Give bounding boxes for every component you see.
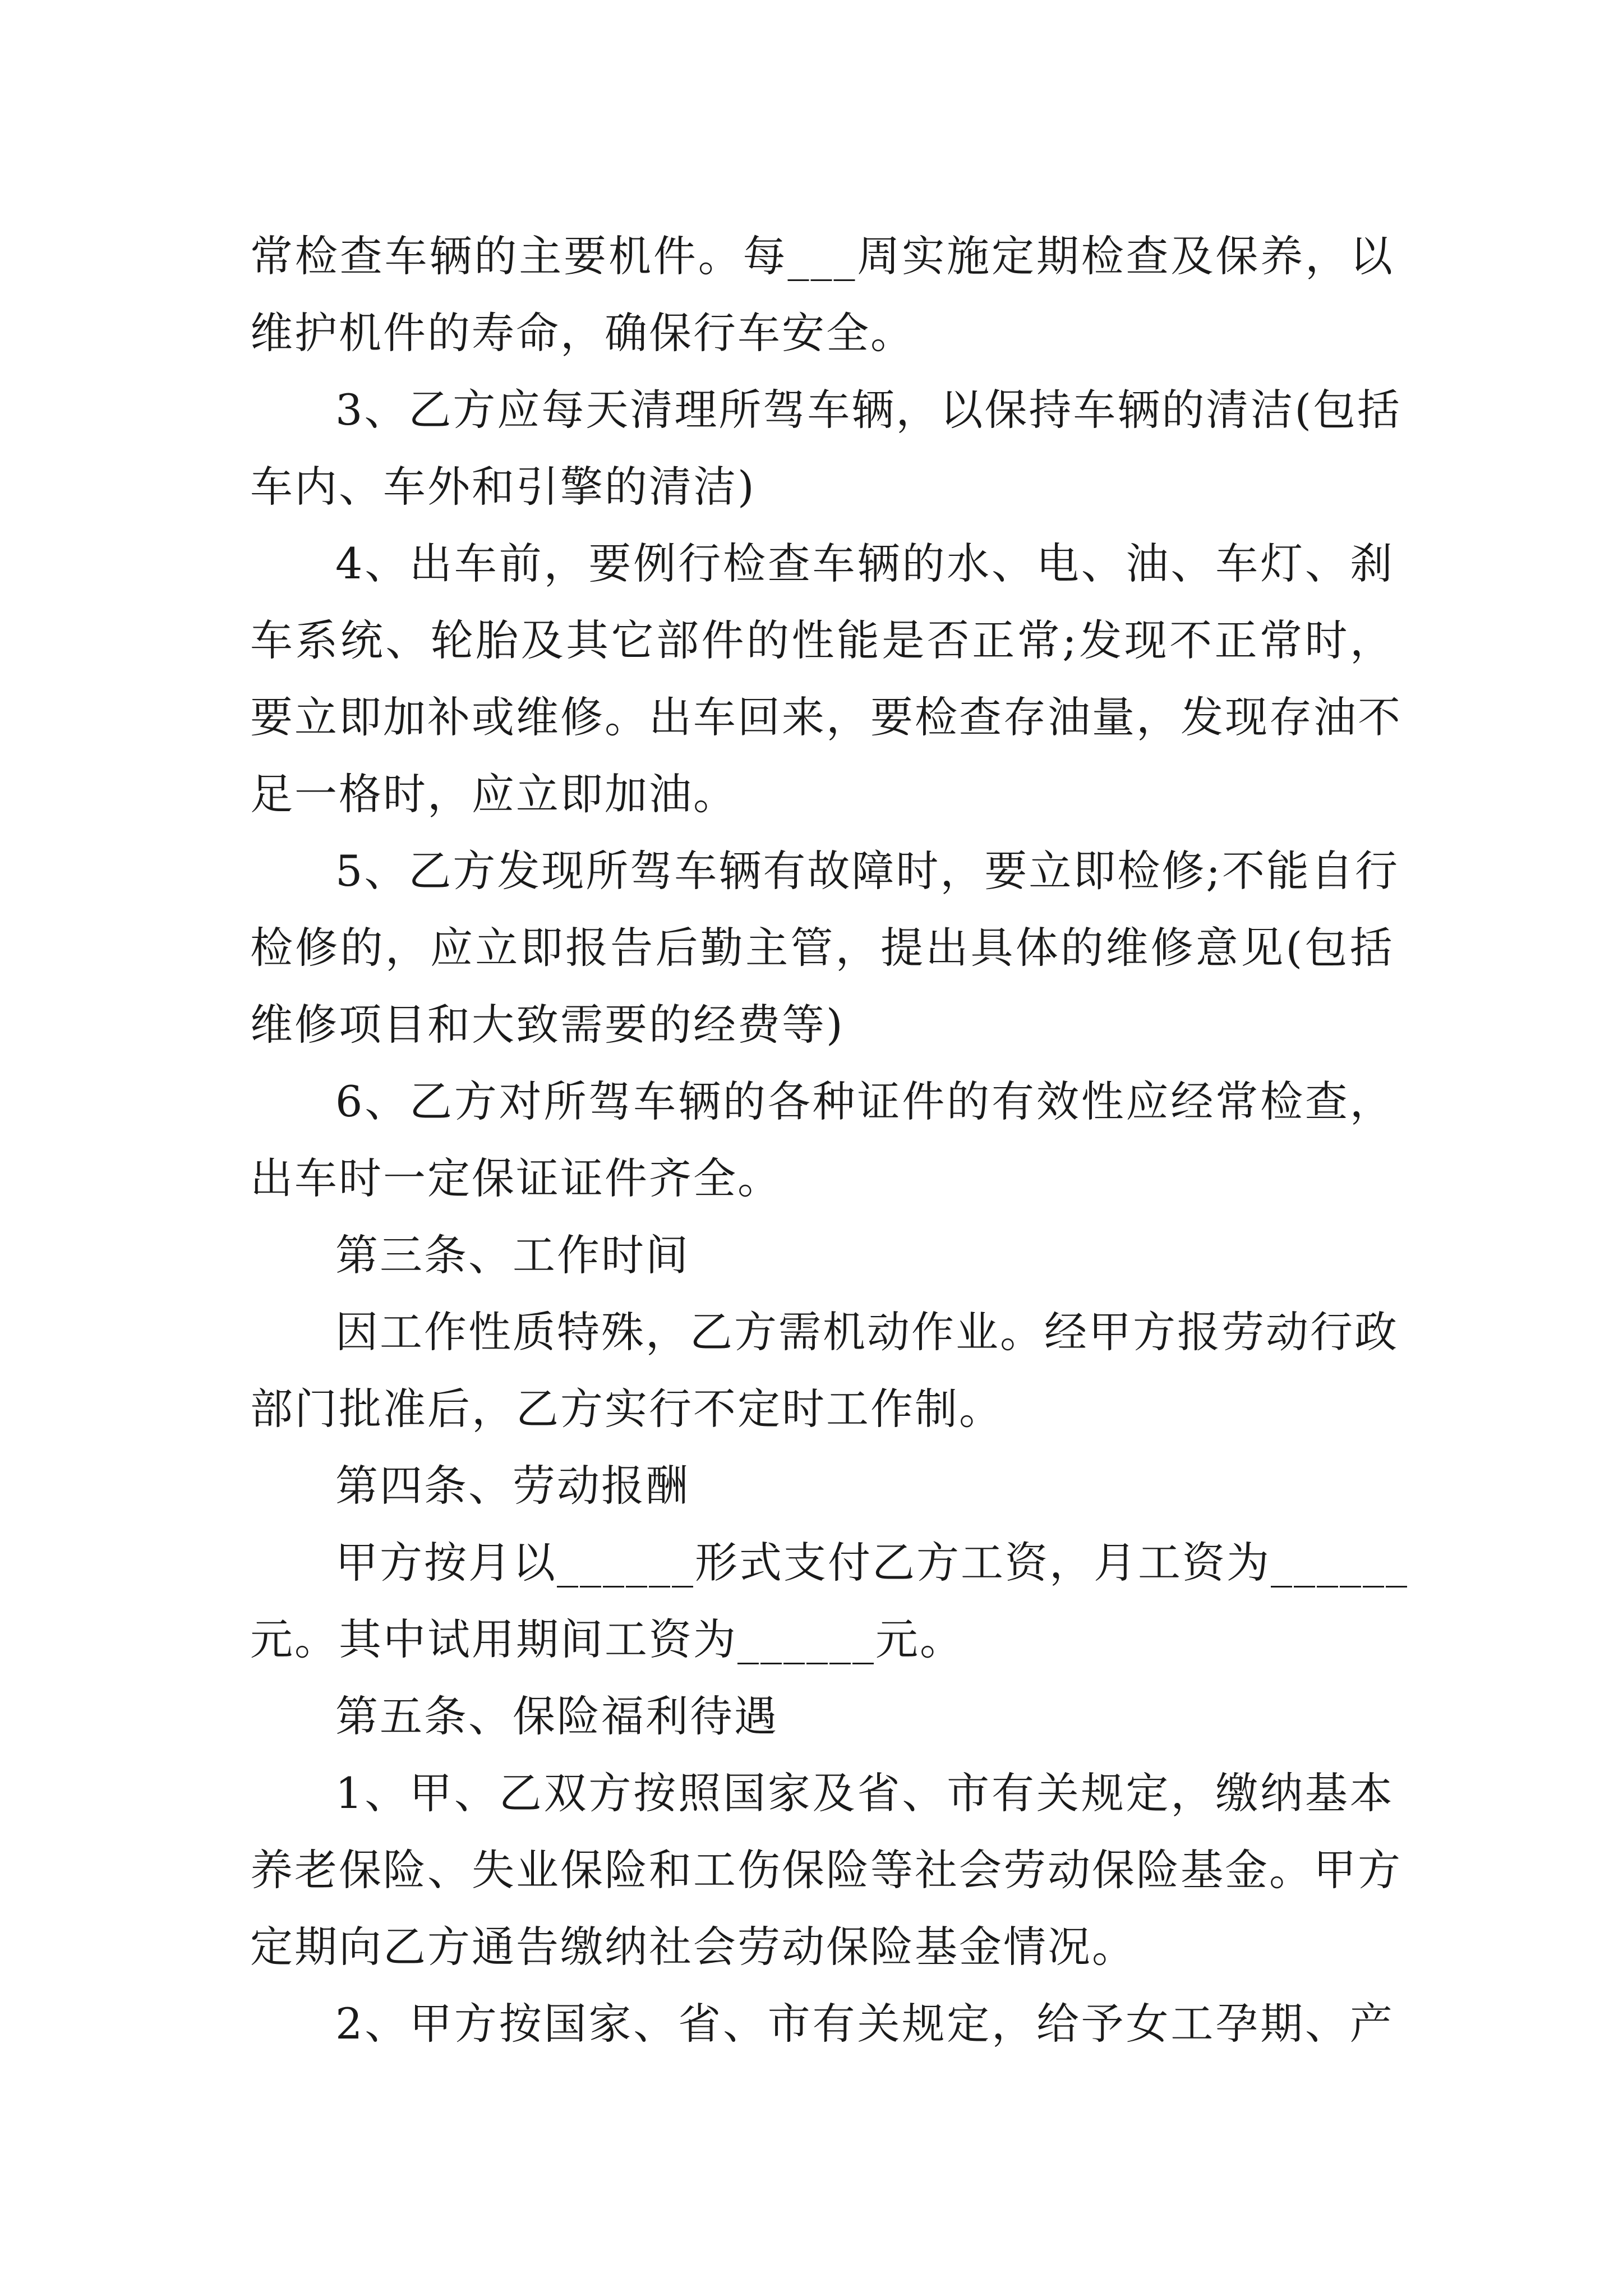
text-line: 第四条、劳动报酬: [335, 1461, 690, 1511]
text-line: 足一格时，应立即加油。: [250, 769, 737, 819]
text-line: 要 立 即 加 补 或 维 修 。 出 车 回 来 ， 要 检 查 存 油 量 ， 发 现 存 油 不: [250, 692, 1402, 742]
text-line: 第三条、工作时间: [335, 1230, 690, 1280]
text-line: 车 系 统 、 轮 胎 及 其 它 部 件 的 性 能 是 否 正 常 ; 发 现 不 正 常 时 ，: [250, 615, 1394, 665]
text-line: 部门批准后，乙方实行不定时工作制。: [250, 1384, 1003, 1434]
text-line: 6 、 乙 方 对 所 驾 车 辆 的 各 种 证 件 的 有 效 性 应 经 常 检 查 ，: [335, 1076, 1394, 1126]
text-line: 5 、 乙 方 发 现 所 驾 车 辆 有 故 障 时 ， 要 立 即 检 修 ; 不 能 自 行: [335, 846, 1399, 896]
text-line: 因 工 作 性 质 特 殊 ， 乙 方 需 机 动 作 业 。 经 甲 方 报 劳 动 行 政: [335, 1307, 1399, 1357]
text-line: 第五条、保险福利待遇: [335, 1691, 778, 1741]
text-line: 2 、 甲 方 按 国 家 、 省 、 市 有 关 规 定 ， 给 予 女 工 孕 期 、 产: [335, 1999, 1394, 2049]
text-line: 出车时一定保证证件齐全。: [250, 1153, 782, 1203]
text-line: 维护机件的寿命，确保行车安全。: [250, 308, 915, 358]
text-line: 养 老 保 险 、 失 业 保 险 和 工 伤 保 险 等 社 会 劳 动 保 险 基 金 。 甲 方: [250, 1845, 1402, 1895]
text-line: 4 、 出 车 前 ， 要 例 行 检 查 车 辆 的 水 、 电 、 油 、 车 灯 、 刹: [335, 539, 1394, 588]
text-line: 1 、 甲 、 乙 双 方 按 照 国 家 及 省 、 市 有 关 规 定 ， 缴 纳 基 本: [335, 1768, 1394, 1818]
text-line: 定期向乙方通告缴纳社会劳动保险基金情况。: [250, 1922, 1136, 1972]
text-line: 车内、车外和引擎的清洁): [250, 462, 756, 512]
text-line: 维修项目和大致需要的经费等): [250, 1000, 845, 1050]
text-line: 常 检 查 车 辆 的 主 要 机 件 。 每 ___ 周 实 施 定 期 检 查 及 保 养 ， 以: [250, 231, 1394, 281]
text-line: 甲 方 按 月 以 ______ 形 式 支 付 乙 方 工 资 ， 月 工 资 为 ______: [335, 1538, 1409, 1588]
text-line: 元。其中试用期间工资为______元。: [250, 1614, 964, 1664]
document-page: [250, 218, 1409, 2062]
text-line: 检 修 的 ， 应 立 即 报 告 后 勤 主 管 ， 提 出 具 体 的 维 修 意 见 ( 包 括: [250, 923, 1394, 973]
text-line: 3 、 乙 方 应 每 天 清 理 所 驾 车 辆 ， 以 保 持 车 辆 的 清 洁 ( 包 括: [335, 385, 1402, 435]
